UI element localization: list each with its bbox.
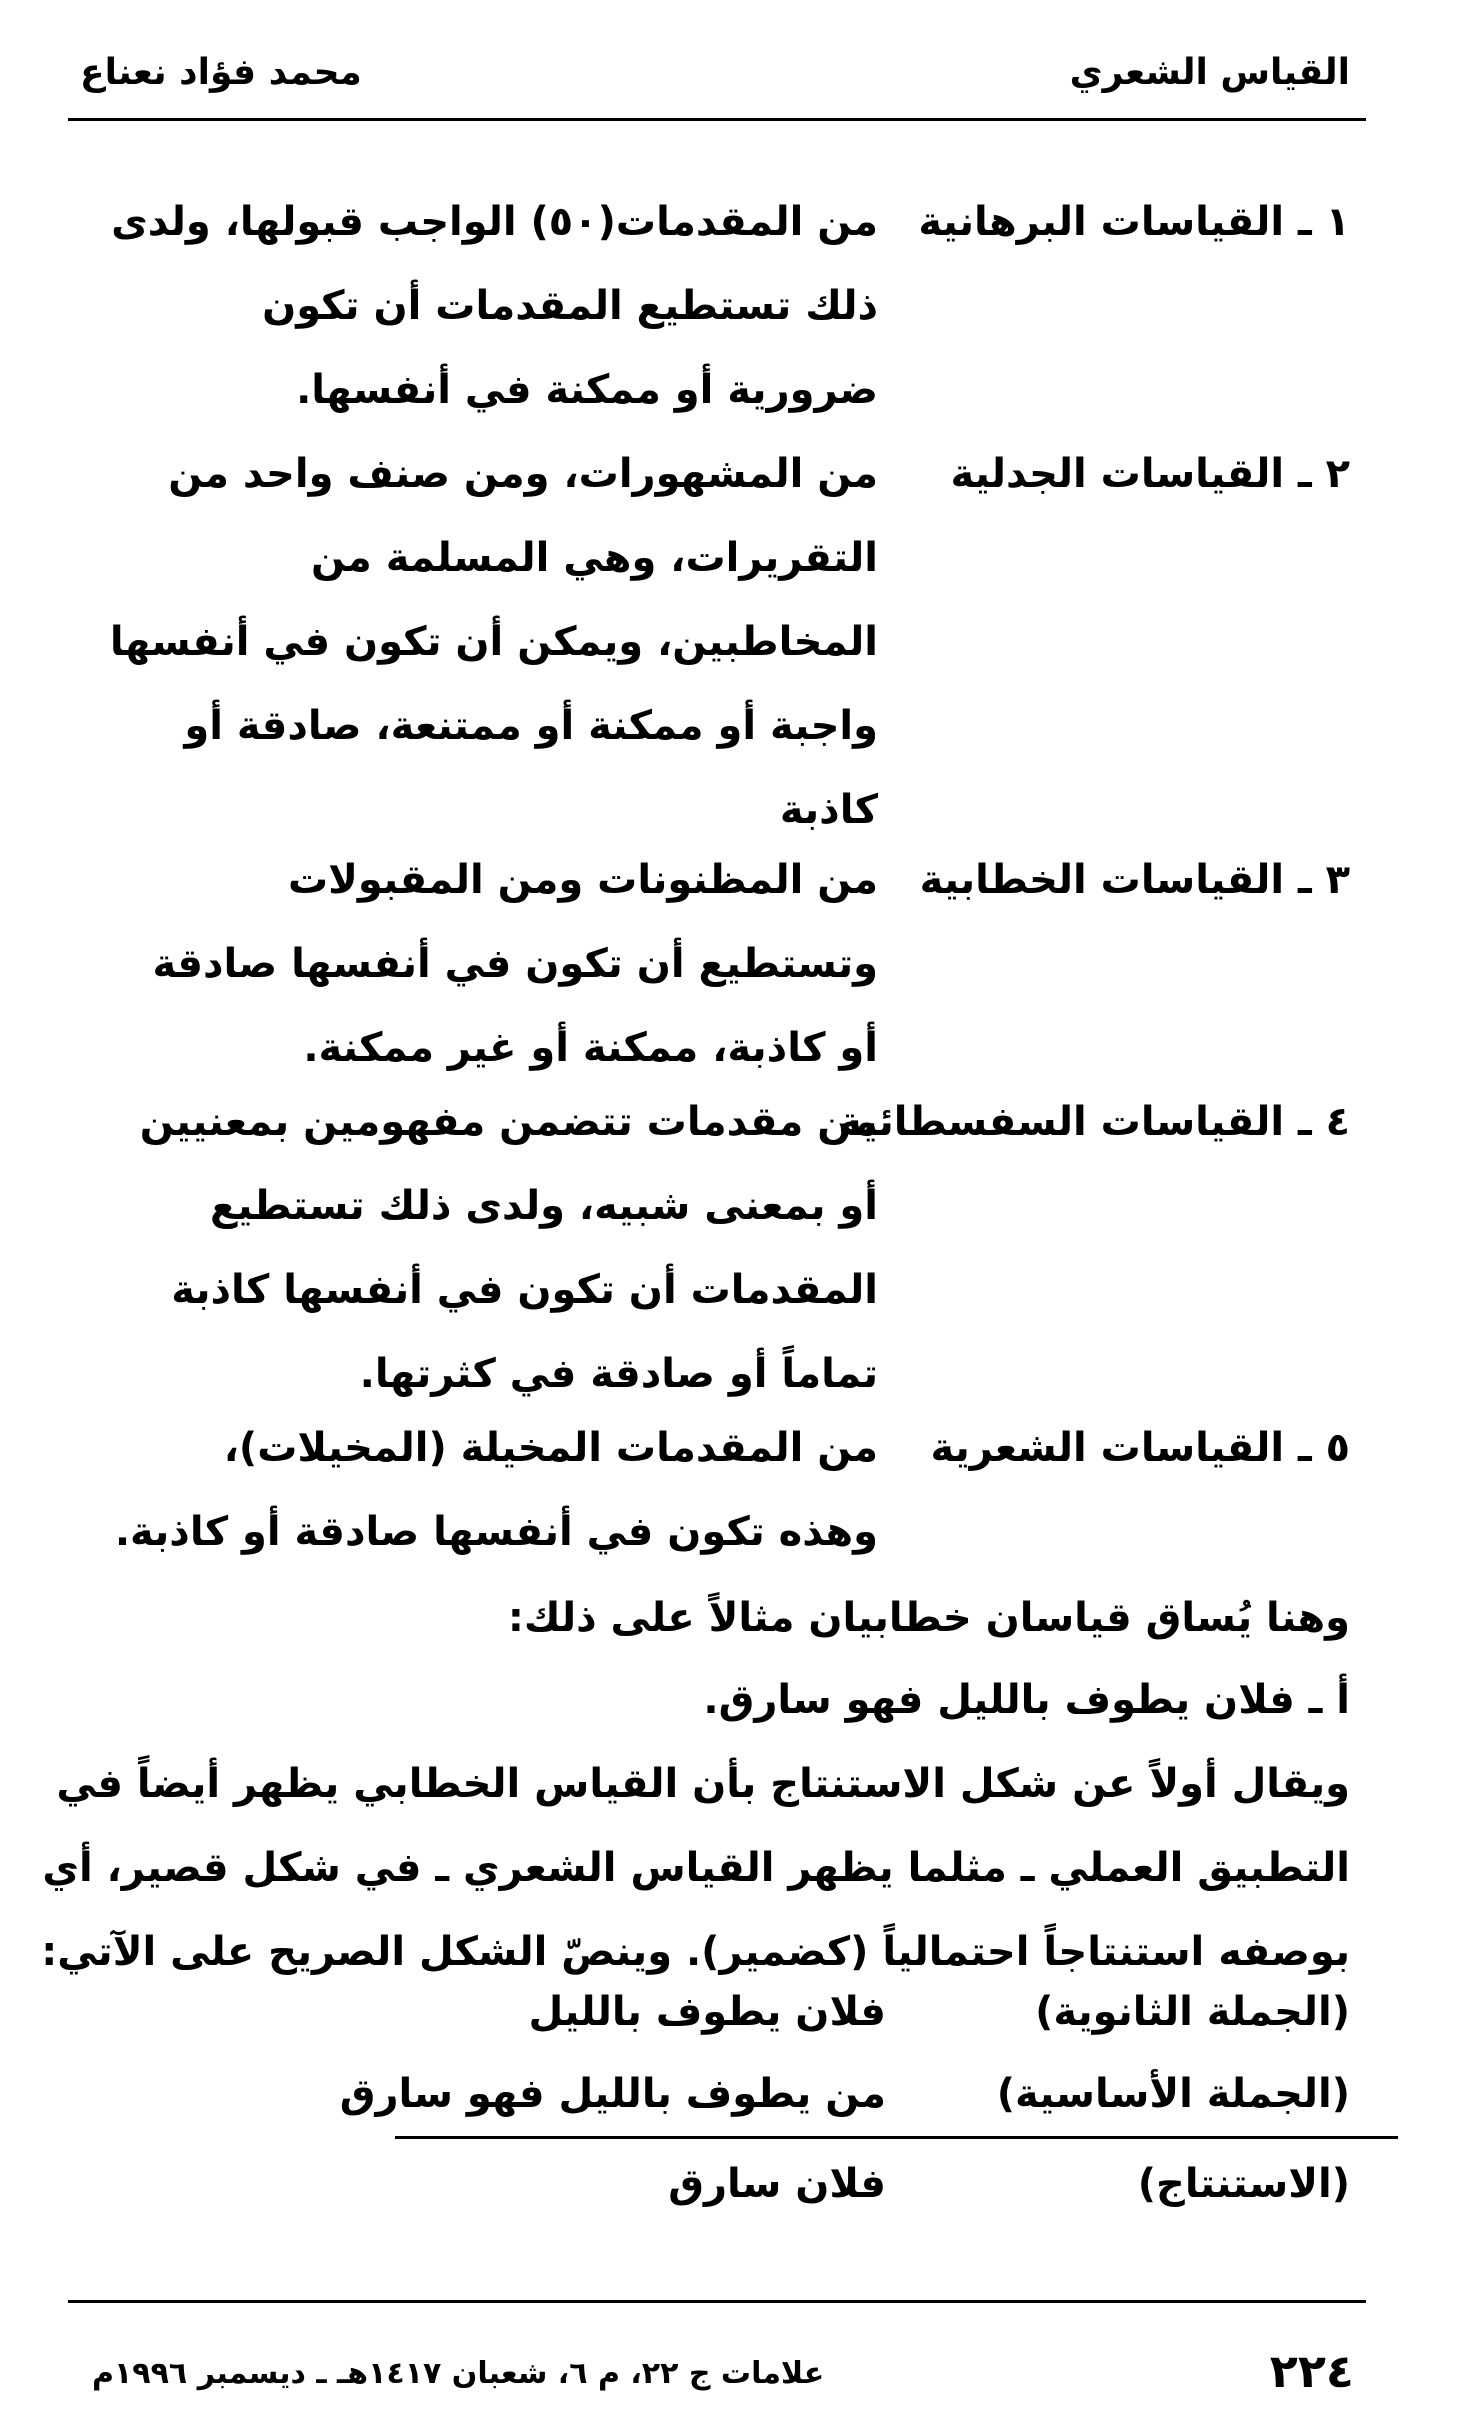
description-line: وتستطيع أن تكون في أنفسها صادقة (152, 941, 878, 987)
item-description (114, 1406, 878, 1574)
description-line: ضرورية أو ممكنة في أنفسها. (296, 367, 878, 413)
footer-rule (68, 2300, 1366, 2303)
example-a: أ ـ فلان يطوف بالليل فهو سارق. (703, 1677, 1350, 1723)
item-description (138, 1080, 878, 1416)
header-rule (68, 118, 1366, 121)
body-paragraph (41, 1742, 1350, 1994)
premise-label: (الجملة الثانوية) (1035, 1989, 1350, 2035)
description-line: ذلك تستطيع المقدمات أن تكون (262, 283, 878, 329)
syllogism-minor-premise (80, 1970, 1350, 2054)
running-header-author: محمد فؤاد نعناع (80, 52, 362, 93)
item-description (111, 180, 878, 432)
description-line: المخاطبين، ويمكن أن تكون في أنفسها (109, 619, 878, 665)
page-number: ٢٢٤ (1269, 2344, 1354, 2398)
item-label: ٤ ـ القياسات السفسطائية (838, 1099, 1350, 1145)
conclusion-rule (395, 2136, 1398, 2139)
description-line: من المظنونات ومن المقبولات (287, 857, 878, 903)
item-label: ٢ ـ القياسات الجدلية (950, 451, 1350, 497)
intro-sentence: وهنا يُساق قياسان خطابيان مثالاً على ذلك: (507, 1595, 1350, 1641)
description-line: من المقدمات(٥٠) الواجب قبولها، ولدى (111, 199, 878, 245)
description-line: واجبة أو ممكنة أو ممتنعة، صادقة أو (184, 703, 878, 749)
item-label: ١ ـ القياسات البرهانية (918, 199, 1350, 245)
syllogism-conclusion (80, 2142, 1350, 2226)
syllogism-major-premise (80, 2052, 1350, 2136)
description-line: تماماً أو صادقة في كثرتها. (359, 1351, 878, 1397)
journal-citation: علامات ج ٢٢، م ٦، شعبان ١٤١٧هـ ـ ديسمبر ١٩٩٦م (92, 2356, 825, 2391)
description-line: أو بمعنى شبيه، ولدى ذلك تستطيع (210, 1183, 878, 1229)
item-description (109, 432, 878, 852)
description-line: المقدمات أن تكون في أنفسها كاذبة (171, 1267, 878, 1313)
running-header-title: القياس الشعري (1069, 52, 1350, 93)
paragraph-line: بوصفه استنتاجاً احتمالياً (كضمير). وينصّ الشكل الصريح على الآتي: (41, 1929, 1350, 1975)
premise-label: (الجملة الأساسية) (996, 2071, 1350, 2117)
description-line: وهذه تكون في أنفسها صادقة أو كاذبة. (114, 1509, 878, 1555)
description-line: من المقدمات المخيلة (المخيلات)، (223, 1425, 878, 1471)
item-label: ٥ ـ القياسات الشعرية (930, 1425, 1350, 1471)
conclusion-label: (الاستنتاج) (1137, 2161, 1350, 2207)
description-line: أو كاذبة، ممكنة أو غير ممكنة. (303, 1025, 878, 1071)
description-line: كاذبة (779, 787, 878, 833)
paragraph-line: التطبيق العملي ـ مثلما يظهر القياس الشعري ـ في شكل قصير، أي (42, 1845, 1350, 1891)
paragraph-line: ويقال أولاً عن شكل الاستنتاج بأن القياس الخطابي يظهر أيضاً في (56, 1761, 1350, 1807)
conclusion-value: فلان سارق (668, 2161, 886, 2207)
description-line: التقريرات، وهي المسلمة من (311, 535, 878, 581)
premise-value: من يطوف بالليل فهو سارق (339, 2071, 886, 2117)
premise-value: فلان يطوف بالليل (528, 1989, 886, 2035)
item-label: ٣ ـ القياسات الخطابية (919, 857, 1350, 903)
item-description (138, 838, 878, 1090)
description-line: من المشهورات، ومن صنف واحد من (168, 451, 878, 497)
description-line: من مقدمات تتضمن مفهومين بمعنيين (139, 1099, 878, 1145)
